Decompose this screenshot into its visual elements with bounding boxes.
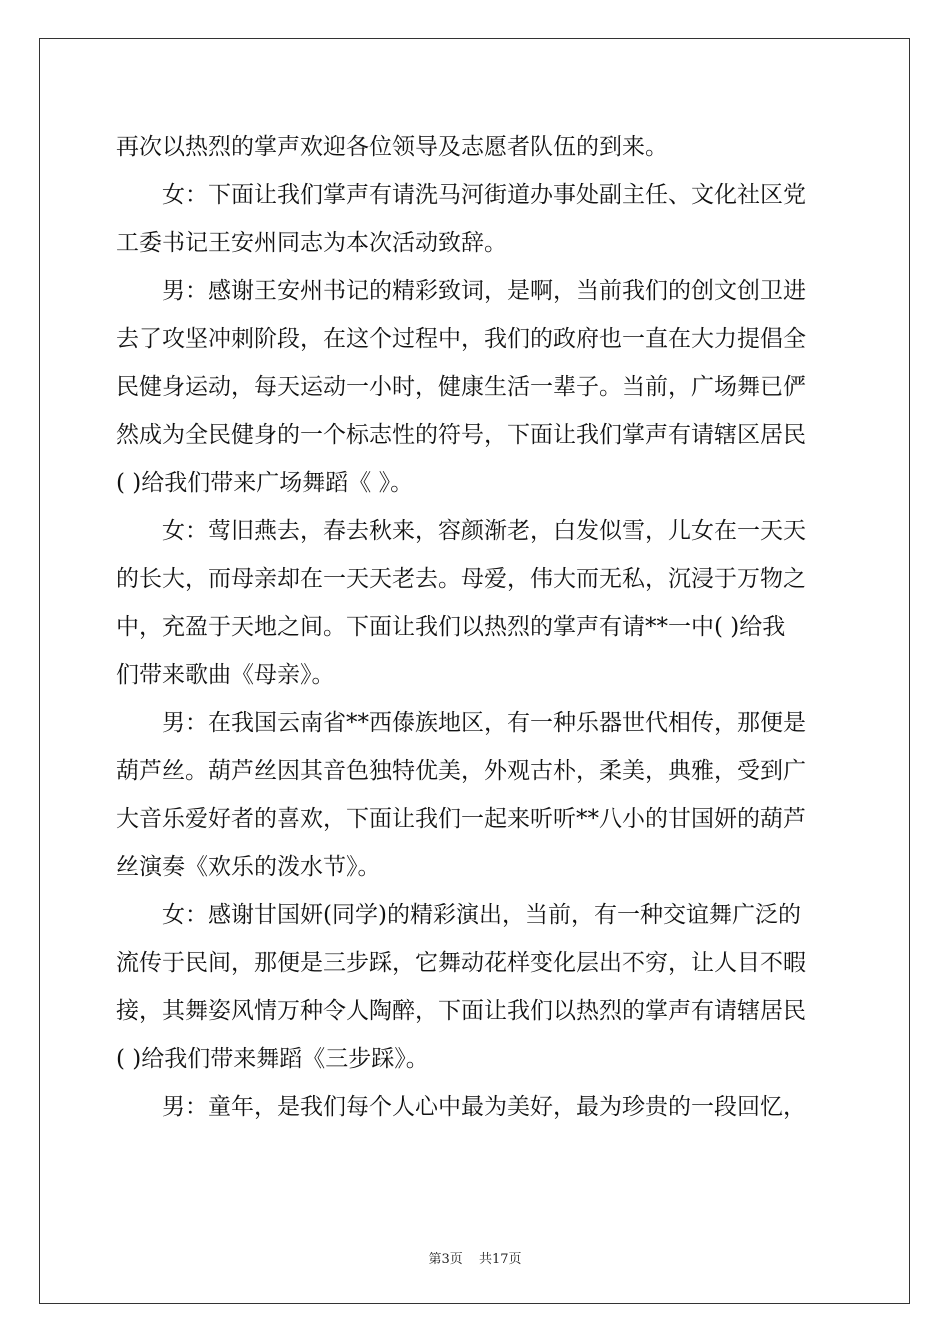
text-line: 男：感谢王安州书记的精彩致词，是啊，当前我们的创文创卫进	[116, 278, 806, 304]
text-line: 男：在我国云南省**西傣族地区，有一种乐器世代相传，那便是	[116, 710, 806, 736]
text-line: 女：下面让我们掌声有请洗马河街道办事处副主任、文化社区党	[116, 182, 806, 208]
text-line: 大音乐爱好者的喜欢，下面让我们一起来听听**八小的甘国妍的葫芦	[116, 806, 806, 832]
page-number: 第3页	[428, 1252, 463, 1267]
text-line: 去了攻坚冲刺阶段，在这个过程中，我们的政府也一直在大力提倡全	[116, 326, 806, 352]
text-line: 葫芦丝。葫芦丝因其音色独特优美，外观古朴，柔美，典雅，受到广	[116, 758, 806, 784]
text-line: ( )给我们带来舞蹈《三步踩》。	[116, 1046, 429, 1072]
text-line: 民健身运动，每天运动一小时，健康生活一辈子。当前，广场舞已俨	[116, 374, 806, 400]
text-line: 女：感谢甘国妍(同学)的精彩演出，当前，有一种交谊舞广泛的	[116, 902, 801, 928]
page-footer	[0, 1248, 950, 1267]
text-line: 然成为全民健身的一个标志性的符号，下面让我们掌声有请辖区居民	[116, 422, 806, 448]
text-line: 男：童年，是我们每个人心中最为美好，最为珍贵的一段回忆，	[116, 1094, 806, 1120]
text-line: 中，充盈于天地之间。下面让我们以热烈的掌声有请**一中( )给我	[116, 614, 786, 640]
document-body	[116, 123, 836, 1131]
text-line: ( )给我们带来广场舞蹈《 》。	[116, 470, 414, 496]
page-total: 共17页	[478, 1252, 522, 1267]
text-line: 接，其舞姿风情万种令人陶醉，下面让我们以热烈的掌声有请辖居民	[116, 998, 806, 1024]
text-line: 们带来歌曲《母亲》。	[116, 662, 335, 688]
text-line: 丝演奏《欢乐的泼水节》。	[116, 854, 381, 880]
text-line: 女：莺旧燕去，春去秋来，容颜渐老，白发似雪，儿女在一天天	[116, 518, 806, 544]
text-line: 的长大，而母亲却在一天天老去。母爱，伟大而无私，沉浸于万物之	[116, 566, 806, 592]
text-line: 再次以热烈的掌声欢迎各位领导及志愿者队伍的到来。	[116, 134, 668, 160]
text-line: 工委书记王安州同志为本次活动致辞。	[116, 230, 507, 256]
text-line: 流传于民间，那便是三步踩，它舞动花样变化层出不穷，让人目不暇	[116, 950, 806, 976]
